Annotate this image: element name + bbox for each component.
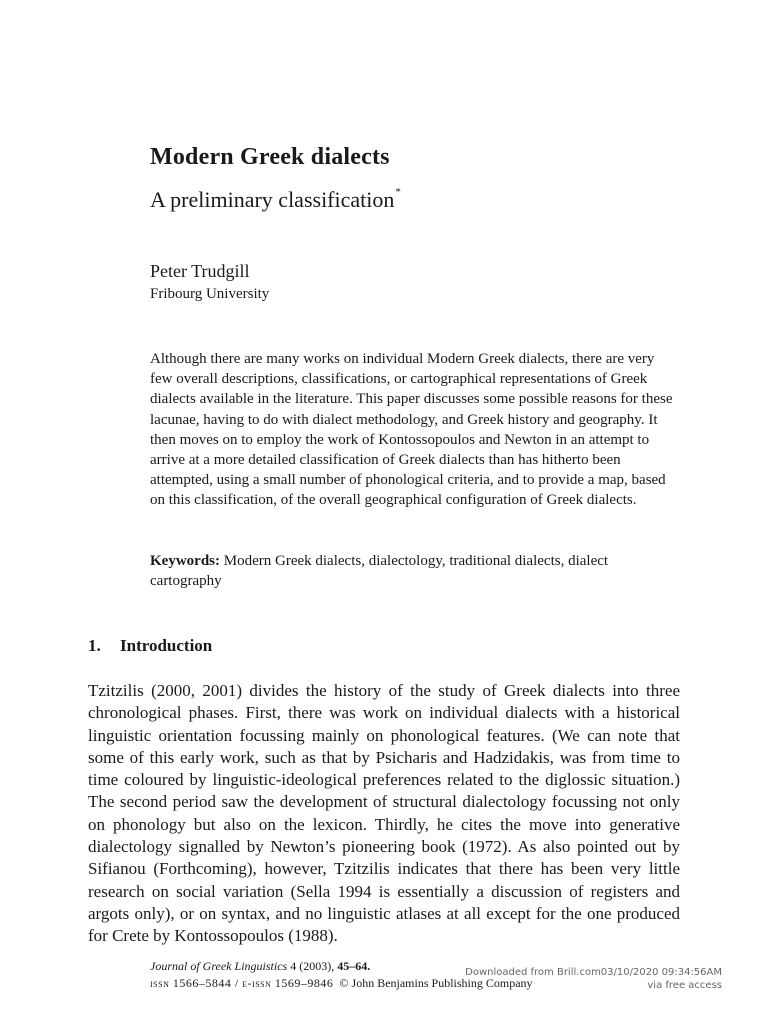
footnote-marker: * (395, 186, 401, 198)
journal-name: Journal of Greek Linguistics (150, 959, 288, 973)
download-watermark (422, 967, 722, 992)
volume-year: 4 (2003), (290, 959, 335, 973)
keywords-text: Modern Greek dialects, dialectology, traditional dialects, dialect cartography (150, 553, 609, 590)
article-title: Modern Greek dialects (150, 144, 390, 170)
page-range: 45–64. (337, 959, 371, 973)
subtitle-text: A preliminary classification (150, 187, 395, 212)
watermark-line-2: via free access (647, 979, 722, 991)
section-title: Introduction (120, 636, 213, 655)
watermark-line-1: Downloaded from Brill.com03/10/2020 09:34:56AM (465, 967, 722, 978)
section-number: 1. (88, 636, 101, 655)
keywords-label: Keywords: (150, 553, 220, 569)
keywords (150, 551, 678, 591)
section-heading (88, 636, 212, 656)
copyright: © John Benjamins Publishing Company (339, 976, 533, 990)
author-affiliation: Fribourg University (150, 286, 270, 302)
abstract: Although there are many works on individual Modern Greek dialects, there are very few overall descriptions, classifications, or cartographical representations of Greek dialects available in the literature. This paper discusses some possible reasons for these lacunae, having to do with dialect methodology, and Greek history and geography. It then moves on to employ the work of Kontossopoulos and Newton in an attempt to arrive at a more detailed classification of Greek dialects than has hitherto been attempted, using a small number of phonological criteria, and to provide a map, based on this classification, of the overall geographical configuration of Greek dialects. (150, 351, 673, 509)
body-paragraph: Tzitzilis (2000, 2001) divides the history of the study of Greek dialects into three chronological phases. First, there was work on individual dialects with a historical linguistic orientation focussing mainly on phonological features. (We can note that some of this early work, such as that by Psicharis and Hadzidakis, was from time to time coloured by linguistic-ideological preferences related to the diglossic situation.) The second period saw the development of structural dialectology focussing not only on phonology but also on the lexicon. Thirdly, he cites the move into generative dialectology signalled by Newton’s pioneering book (1972). As also pointed out by Sifianou (Forthcoming), however, Tzitzilis indicates that there has been very little research on social variation (Sella 1994 is essentially a discussion of registers and argots only), or on syntax, and no linguistic atlases at all except for the one produced for Crete by Kontossopoulos (1988). (88, 681, 680, 946)
author-name: Peter Trudgill (150, 261, 250, 281)
issn: issn 1566–5844 / e-issn 1569–9846 (150, 976, 334, 990)
article-subtitle (150, 186, 401, 213)
